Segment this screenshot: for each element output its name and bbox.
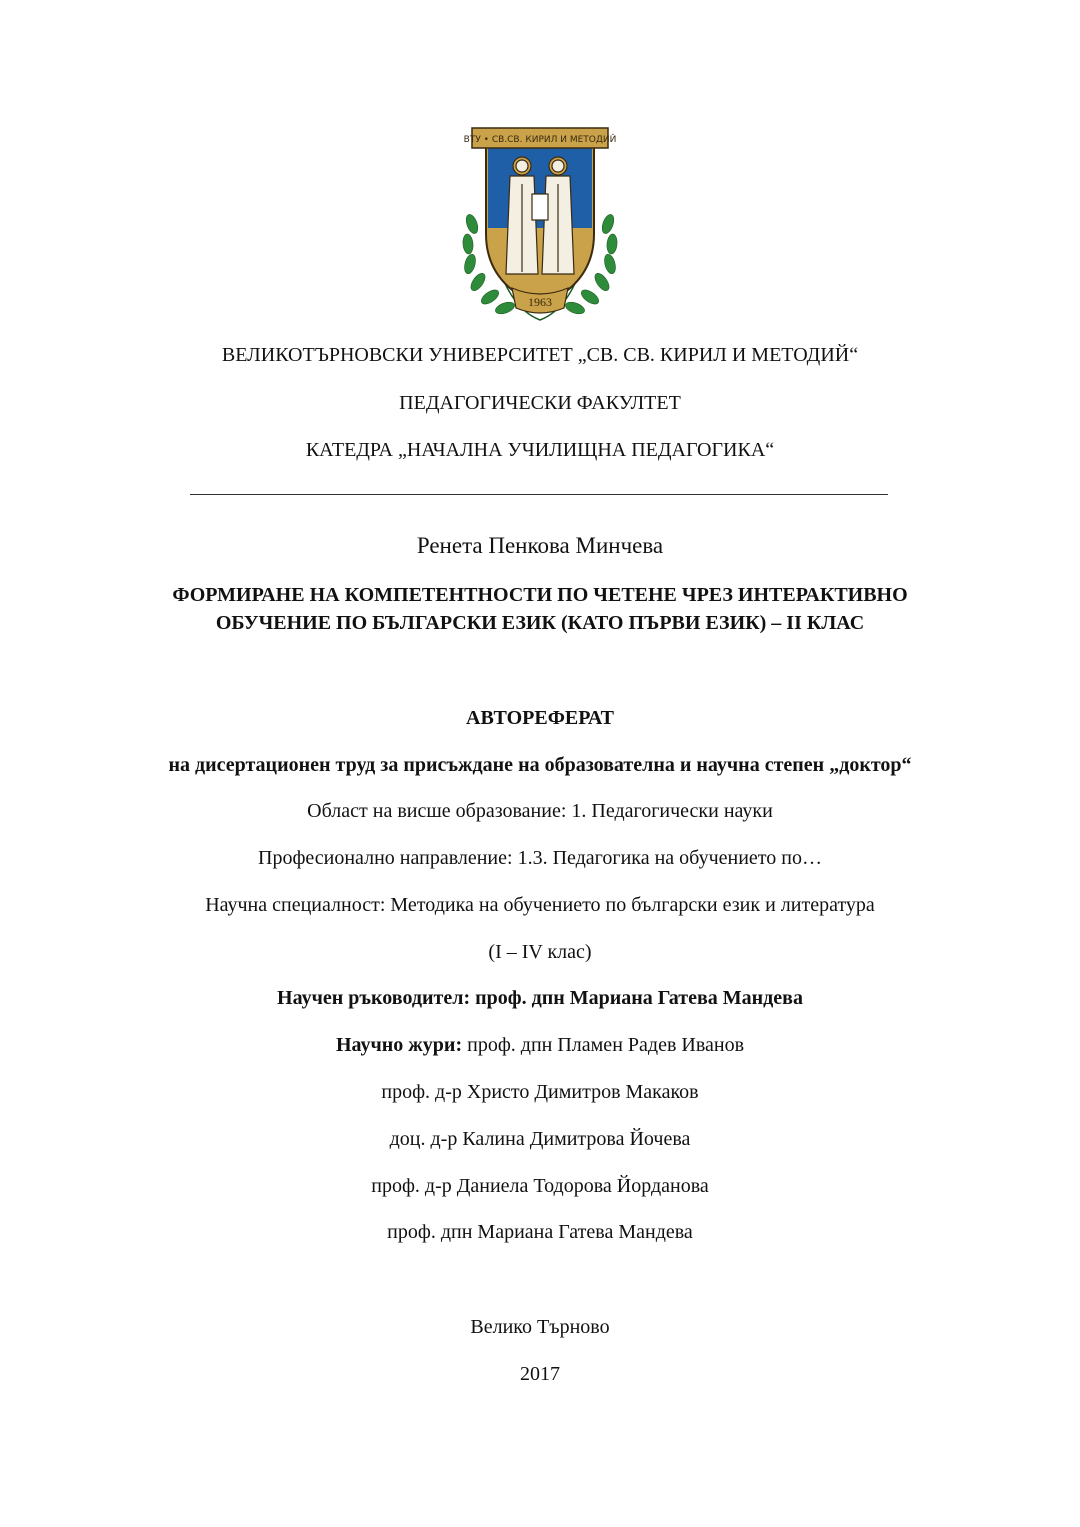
faculty-name: ПЕДАГОГИЧЕСКИ ФАКУЛТЕТ <box>399 392 681 414</box>
jury-member: проф. д-р Даниела Тодорова Йорданова <box>371 1175 709 1197</box>
scientific-supervisor: Научен ръководител: проф. дпн Мариана Гатева Мандева <box>277 987 803 1009</box>
jury-first-line <box>0 1032 1080 1058</box>
specialty-grades: (I – IV клас) <box>488 941 592 963</box>
thesis-title-line-2: ОБУЧЕНИЕ ПО БЪЛГАРСКИ ЕЗИК (КАТО ПЪРВИ ЕЗИК) – II КЛАС <box>215 612 865 634</box>
scientific-specialty: Научна специалност: Методика на обучението по български език и литература <box>205 894 875 916</box>
jury-member: доц. д-р Калина Димитрова Йочева <box>389 1128 691 1150</box>
seal-year-text: 1963 <box>528 295 552 309</box>
department-name: КАТЕДРА „НАЧАЛНА УЧИЛИЩНА ПЕДАГОГИКА“ <box>305 439 775 461</box>
seal-banner-text: ВТУ • СВ.СВ. КИРИЛ И МЕТОДИЙ <box>463 135 617 145</box>
author-name: Ренета Пенкова Минчева <box>416 533 664 558</box>
university-name: ВЕЛИКОТЪРНОВСКИ УНИВЕРСИТЕТ „СВ. СВ. КИРИЛ И МЕТОДИЙ“ <box>221 344 859 366</box>
university-seal-logo <box>458 124 622 324</box>
city: Велико Търново <box>470 1316 610 1338</box>
horizontal-divider <box>190 494 888 495</box>
field-of-education: Област на висше образование: 1. Педагогически науки <box>307 800 773 822</box>
professional-direction: Професионално направление: 1.3. Педагогика на обучението по… <box>258 847 822 869</box>
publication-year: 2017 <box>520 1363 560 1385</box>
jury-member: проф. дпн Мариана Гатева Мандева <box>387 1221 693 1243</box>
jury-member-first: проф. дпн Пламен Радев Иванов <box>462 1034 745 1056</box>
jury-member: проф. д-р Христо Димитров Макаков <box>381 1081 699 1103</box>
jury-label: Научно жури: <box>335 1034 463 1056</box>
document-subtitle: на дисертационен труд за присъждане на образователна и научна степен „доктор“ <box>168 754 912 776</box>
thesis-title-line-1: ФОРМИРАНЕ НА КОМПЕТЕНТНОСТИ ПО ЧЕТЕНЕ ЧРЕЗ ИНТЕРАКТИВНО <box>172 584 908 606</box>
document-type: АВТОРЕФЕРАТ <box>466 707 614 729</box>
